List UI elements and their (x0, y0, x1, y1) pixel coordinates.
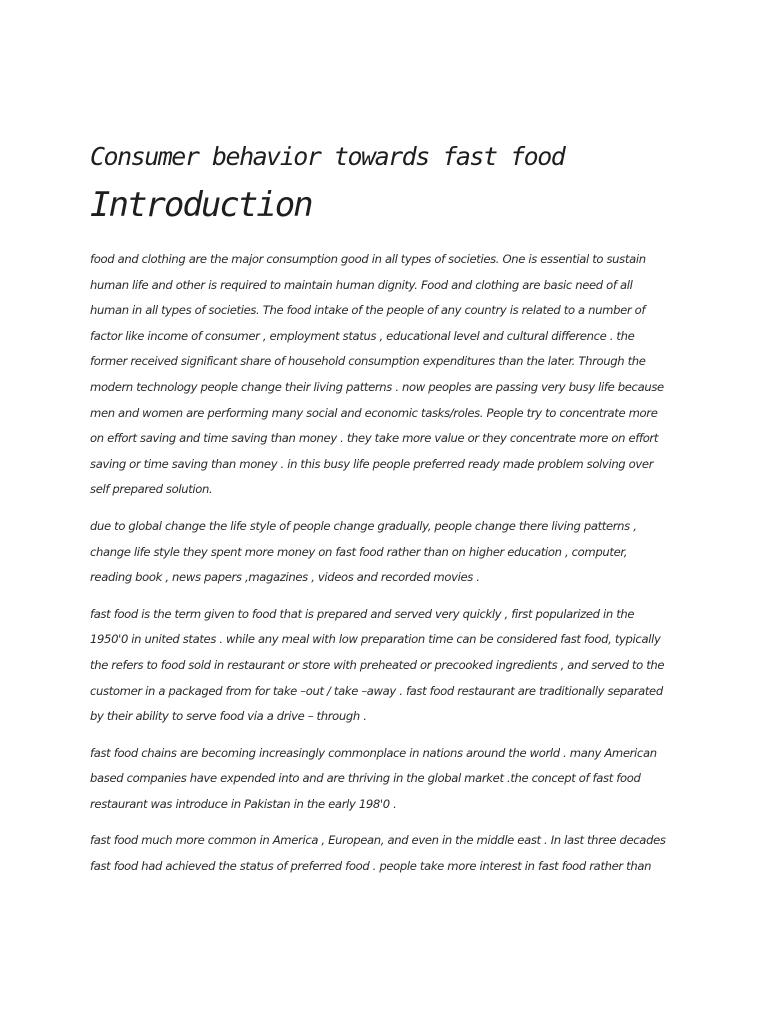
paragraph-2: due to global change the life style of people change gradually, people change there living patterns , change life style they spent more money on fast food rather than on higher education , computer, reading book , news papers ,magazines , videos and recorded movies . (90, 518, 637, 585)
paragraph-1: food and clothing are the major consumption good in all types of societies. One is essential to sustain human life and other is required to maintain human dignity. Food and clothing are basic need of all human in all types of societies. The food intake of the people of any country is related to a number of factor like income of consumer , employment status , educational level and cultural difference . the former received significant share of household consumption expenditures than the later. Through the modern technology people change their living patterns . now peoples are passing very busy life because men and women are performing many social and economic tasks/roles. People try to concentrate more on effort saving and time saving than money . they take more value or they concentrate more on effort saving or time saving than money . in this busy life people preferred ready made problem solving over self prepared solution. (90, 252, 664, 497)
section-heading-introduction: Introduction (90, 185, 312, 225)
paragraph-4: fast food chains are becoming increasingly commonplace in nations around the world . many American based companies have expended into and are thriving in the global market .the concept of fast food restaurant was introduce in Pakistan in the early 198'0 . (90, 745, 657, 811)
paragraph-5: fast food much more common in America , European, and even in the middle east . In last three decades fast food had achieved the status of preferred food . people take more interest in fast food rather than (90, 833, 666, 874)
document-title: Consumer behavior towards fast food (90, 142, 565, 171)
document-page (90, 142, 670, 891)
paragraph-3: fast food is the term given to food that is prepared and served very quickly , first popularized in the 1950'0 in united states . while any meal with low preparation time can be considered fast food, typically the refers to food sold in restaurant or store with preheated or precooked ingredients , and served to the customer in a packaged from for take –out / take –away . fast food restaurant are traditionally separated by their ability to serve food via a drive – through . (90, 606, 665, 724)
